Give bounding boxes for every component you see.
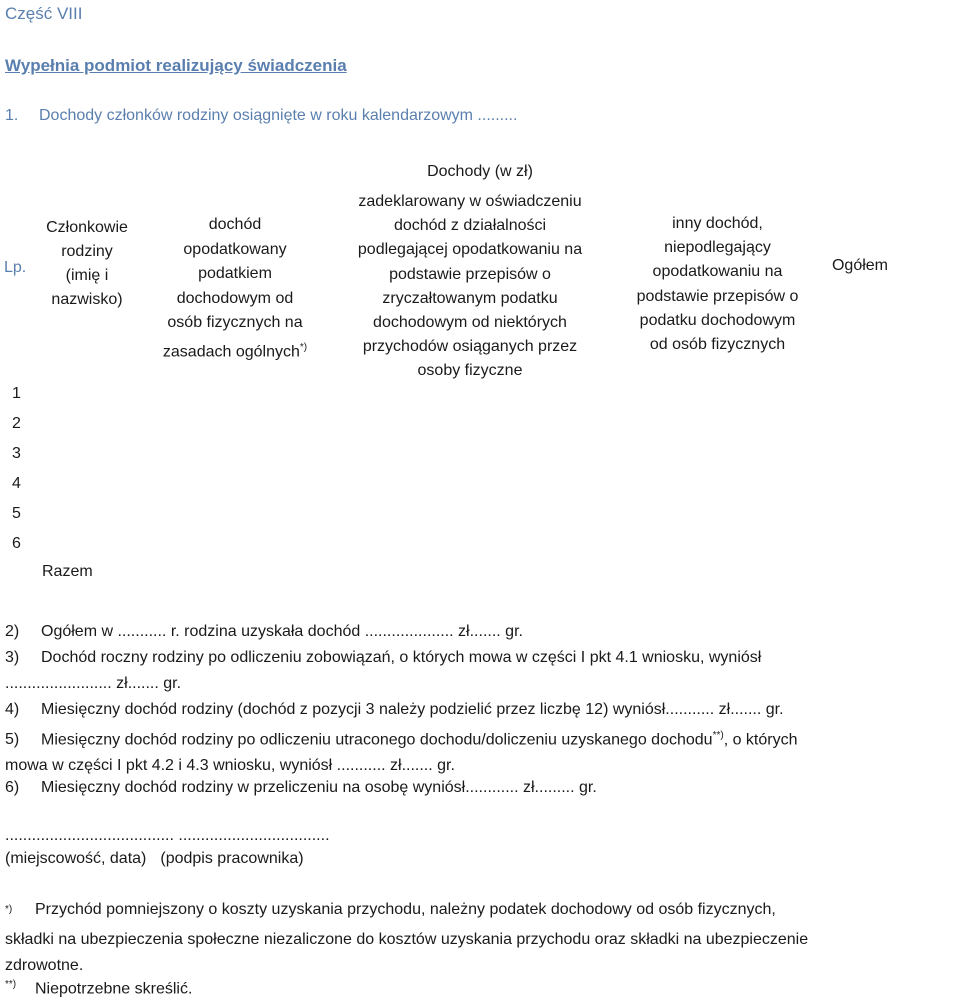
- part-title: Część VIII: [5, 4, 83, 23]
- row-number: 2: [12, 415, 21, 432]
- point-4: 4) Miesięczny dochód rodziny (dochód z pozycji 3 należy podzielić przez liczbę 12) wyniósł........... zł....... gr.: [5, 701, 784, 718]
- footnote-mark: **): [5, 979, 17, 990]
- point-1: [5, 107, 517, 125]
- footnote-1: *) Przychód pomniejszony o koszty uzyskania przychodu, należny podatek dochodowy od osób fizycznych, składki na ubezpieczenia społeczne niezaliczone do kosztów uzyskania przychodu oraz składki na ubezpieczenie zdrowotne.: [5, 901, 809, 975]
- footnote-mark: *): [299, 341, 308, 353]
- row-number: 5: [12, 505, 21, 522]
- place-date-label: (miejscowość, data): [5, 850, 147, 867]
- signature-labels: [5, 850, 304, 868]
- section-title: Wypełnia podmiot realizujący świadczenia: [5, 56, 347, 75]
- point-1-number: 1.: [5, 107, 19, 124]
- point-3: 3) Dochód roczny rodziny po odliczeniu zobowiązań, o których mowa w części I pkt 4.1 wniosku, wyniósł ........................ zł....... gr.: [5, 649, 762, 692]
- footnote-mark: *): [5, 904, 13, 915]
- footnote-mark: **): [712, 730, 724, 741]
- row-number: 1: [12, 385, 21, 402]
- column-header-total: Ogółem: [831, 257, 889, 274]
- income-group-header: Dochody (w zł): [427, 163, 533, 180]
- point-1-text: Dochody członków rodziny osiągnięte w roku kalendarzowym .........: [39, 107, 518, 124]
- column-header-members: Członkowie rodziny (imię i nazwisko): [46, 219, 128, 308]
- row-number: 4: [12, 475, 21, 492]
- column-header-lp: Lp.: [4, 259, 27, 276]
- row-number: 3: [12, 445, 21, 462]
- signature-dots: ...................................... ..................................: [5, 827, 330, 844]
- footnote-2: **) Niepotrzebne skreślić.: [5, 979, 193, 998]
- point-6: 6) Miesięczny dochód rodziny w przeliczeniu na osobę wyniósł............ zł......... gr.: [5, 779, 597, 796]
- column-header-other-income: inny dochód, niepodlegający opodatkowaniu na podstawie przepisów o podatku dochodowym od osób fizycznych: [636, 215, 799, 354]
- row-number: 6: [12, 535, 21, 552]
- point-5: 5) Miesięczny dochód rodziny po odliczeniu utraconego dochodu/doliczeniu uzyskanego dochodu**), o których mowa w części I pkt 4.2 i 4.3 wniosku, wyniósł ........... zł....... gr.: [5, 730, 798, 775]
- total-row-label: Razem: [42, 563, 93, 580]
- signature-label: (podpis pracownika): [160, 850, 304, 867]
- column-header-flat-rate-income: zadeklarowany w oświadczeniu dochód z działalności podlegającej opodatkowaniu na podstawie przepisów o zryczałtowanym podatku dochodowym od niektórych przychodów osiąganych przez osoby fizyczne: [357, 193, 583, 380]
- column-header-general-income: dochód opodatkowany podatkiem dochodowym od osób fizycznych na zasadach ogólnych*): [162, 216, 308, 360]
- point-2: 2) Ogółem w ........... r. rodzina uzyskała dochód .................... zł....... gr.: [5, 623, 523, 640]
